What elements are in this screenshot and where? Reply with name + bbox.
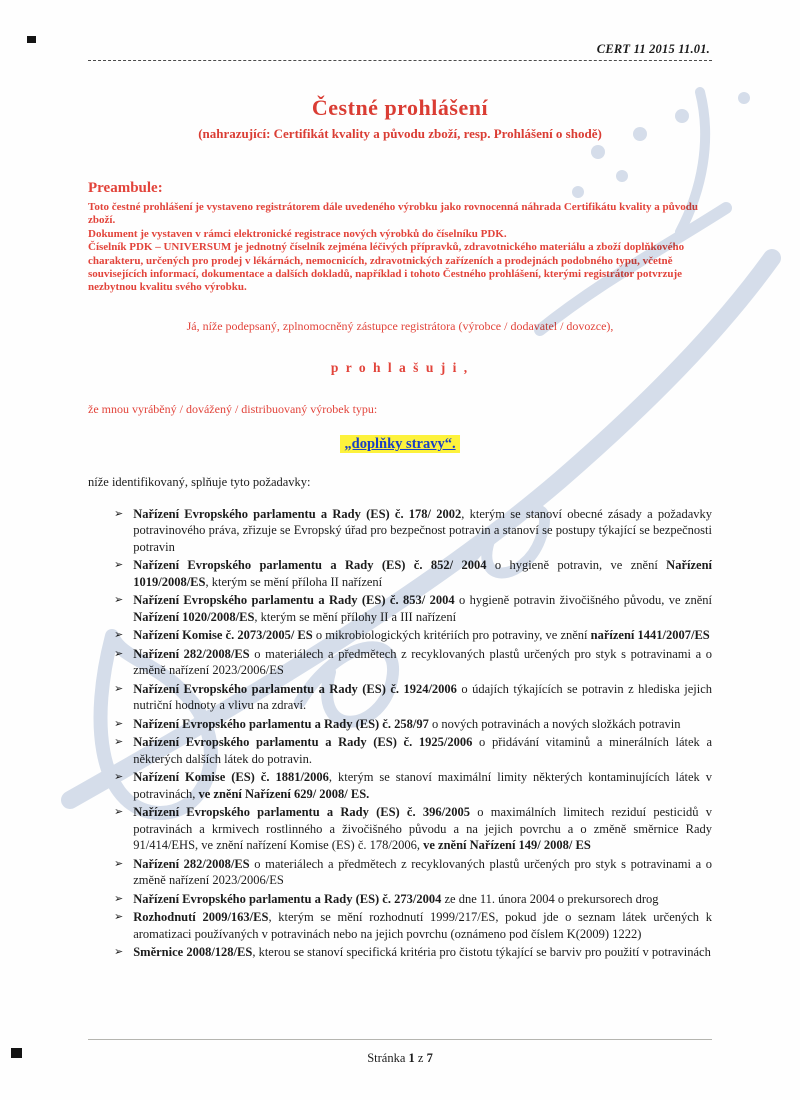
arrow-bullet-icon: ➢ bbox=[114, 647, 124, 660]
arrow-bullet-icon: ➢ bbox=[114, 717, 124, 730]
requirement-item bbox=[114, 769, 712, 802]
footer-separator: z bbox=[417, 1051, 424, 1065]
preambule-paragraph: Dokument je vystaven v rámci elektronické registrace nových výrobků do číselníku PDK. bbox=[88, 227, 507, 240]
requirement-item bbox=[114, 557, 712, 590]
arrow-bullet-icon: ➢ bbox=[114, 594, 124, 607]
requirement-text: Nařízení Evropského parlamentu a Rady (ES) č. 853/ 2004 o hygieně potravin živočišného původu, ve znění Nařízení 1020/2008/ES, kterým se mění přílohy II a III nařízení bbox=[133, 593, 712, 624]
footer-label: Stránka bbox=[367, 1051, 406, 1065]
document-subtitle: (nahrazující: Certifikát kvality a původu zboží, resp. Prohlášení o shodě) bbox=[198, 126, 602, 141]
requirement-text: Nařízení Evropského parlamentu a Rady (ES) č. 258/97 o nových potravinách a nových složkách potravin bbox=[133, 716, 681, 731]
requirement-text: Nařízení Evropského parlamentu a Rady (ES) č. 1925/2006 o přidávání vitaminů a minerálních látek a některých dalších látek do potravin. bbox=[133, 735, 712, 766]
requirement-text: Nařízení Evropského parlamentu a Rady (ES) č. 1924/2006 o údajích týkajících se potravin z hlediska jejich nutriční hodnoty a vlivu na zdraví. bbox=[133, 681, 712, 713]
requirements-list bbox=[88, 506, 712, 961]
requirement-item bbox=[114, 716, 712, 733]
requirement-item bbox=[114, 734, 712, 767]
arrow-bullet-icon: ➢ bbox=[114, 892, 124, 905]
document-code: CERT 11 2015 11.01. bbox=[596, 42, 710, 56]
preambule-text bbox=[88, 201, 712, 295]
arrow-bullet-icon: ➢ bbox=[114, 857, 124, 870]
requirement-item bbox=[114, 681, 712, 714]
document-title: Čestné prohlášení bbox=[311, 95, 489, 120]
requirement-item bbox=[114, 592, 712, 625]
footer-divider bbox=[88, 1039, 712, 1040]
arrow-bullet-icon: ➢ bbox=[114, 507, 124, 520]
requirement-text: Nařízení Komise (ES) č. 1881/2006, kterým se stanoví maximální limity některých kontaminujících látek v potravinách, ve znění Nařízení 629/ 2008/ ES. bbox=[133, 770, 712, 801]
requirement-text: Nařízení 282/2008/ES o materiálech a předmětech z recyklovaných plastů určených pro styk s potravinami a o změně nařízení 2023/2006/ES bbox=[133, 646, 712, 678]
arrow-bullet-icon: ➢ bbox=[114, 911, 124, 924]
requirement-text: Nařízení Komise č. 2073/2005/ ES o mikrobiologických kritériích pro potraviny, ve znění nařízení 1441/2007/ES bbox=[133, 628, 710, 643]
arrow-bullet-icon: ➢ bbox=[114, 629, 124, 642]
requirement-text: Nařízení Evropského parlamentu a Rady (ES) č. 273/2004 ze dne 11. února 2004 o prekursorech drog bbox=[133, 891, 659, 906]
arrow-bullet-icon: ➢ bbox=[114, 559, 124, 572]
registration-mark-top-left bbox=[27, 36, 36, 43]
preambule-paragraph: Číselník PDK – UNIVERSUM je jednotný číselník zejména léčivých přípravků, zdravotnického materiálu a zboží doplňkového charakteru, určených pro prodej v lékárnách, nemocnicích, zdravotnických zařízeních a prodejnách podobného typu, včetně souvisejících informací, dokumentace a dalších dokladů, například i tohoto Čestného prohlášení, kterými registrátor potvrzuje nezbytnou kvalitu svého výrobku. bbox=[88, 241, 685, 294]
requirement-item bbox=[114, 646, 712, 679]
requirement-item bbox=[114, 804, 712, 854]
requirement-item bbox=[114, 891, 712, 908]
requirement-text: Nařízení Evropského parlamentu a Rady (ES) č. 178/ 2002, kterým se stanoví obecné zásady a požadavky potravinového práva, zřizuje se Evropský úřad pro bezpečnost potravin a stanoví se postupy týkající se bezpečnosti potravin bbox=[133, 506, 712, 554]
arrow-bullet-icon: ➢ bbox=[114, 771, 124, 784]
requirement-item bbox=[114, 944, 712, 961]
product-type-highlight: „doplňky stravy“. bbox=[340, 435, 459, 453]
requirement-text: Nařízení 282/2008/ES o materiálech a předmětech z recyklovaných plastů určených pro styk s potravinami a o změně nařízení 2023/2006/ES bbox=[133, 856, 712, 888]
requirement-item bbox=[114, 909, 712, 942]
requirement-text: Rozhodnutí 2009/163/ES, kterým se mění rozhodnutí 1999/217/ES, pokud jde o seznam látek určených k aromatizaci používaných v potravinách nebo na jejich povrchu (oznámeno pod číslem K(2009) 1222) bbox=[133, 910, 712, 941]
product-type-line bbox=[88, 435, 712, 453]
requirement-item bbox=[114, 627, 712, 644]
arrow-bullet-icon: ➢ bbox=[114, 682, 124, 695]
preambule-heading: Preambule: bbox=[88, 180, 163, 196]
header-divider bbox=[88, 60, 712, 61]
footer-page-number: 1 bbox=[408, 1051, 415, 1065]
declaration-word: p r o h l a š u j i , bbox=[330, 359, 470, 375]
requirements-intro: níže identifikovaný, splňuje tyto požadavky: bbox=[88, 474, 311, 489]
arrow-bullet-icon: ➢ bbox=[114, 946, 124, 959]
requirement-text: Nařízení Evropského parlamentu a Rady (ES) č. 396/2005 o maximálních limitech reziduí pesticidů v potravinách a krmivech rostlinného a živočišného původu a na jejich povrchu a o změně směrnice Rady 91/414/EHS, ve znění nařízení Komise (ES) č. 178/2006, ve znění Nařízení 149/ 2008/ ES bbox=[133, 805, 712, 853]
page-footer bbox=[0, 1051, 800, 1066]
arrow-bullet-icon: ➢ bbox=[114, 806, 124, 819]
product-type-intro: že mnou vyráběný / dovážený / distribuovaný výrobek typu: bbox=[88, 401, 378, 416]
arrow-bullet-icon: ➢ bbox=[114, 736, 124, 749]
requirement-text: Nařízení Evropského parlamentu a Rady (ES) č. 852/ 2004 o hygieně potravin, ve znění Nařízení 1019/2008/ES, kterým se mění příloha II nařízení bbox=[133, 558, 712, 589]
declaration-intro: Já, níže podepsaný, zplnomocněný zástupce registrátora (výrobce / dodavatel / dovozce), bbox=[186, 318, 614, 333]
footer-total-pages: 7 bbox=[426, 1051, 433, 1065]
requirement-item bbox=[114, 506, 712, 556]
requirement-text: Směrnice 2008/128/ES, kterou se stanoví specifická kritéria pro čistotu týkající se barviv pro použití v potravinách bbox=[133, 945, 711, 960]
requirement-item bbox=[114, 856, 712, 889]
preambule-paragraph: Toto čestné prohlášení je vystaveno registrátorem dále uvedeného výrobku jako rovnocenná náhrada Certifikátu kvality a původu zboží. bbox=[88, 201, 699, 227]
